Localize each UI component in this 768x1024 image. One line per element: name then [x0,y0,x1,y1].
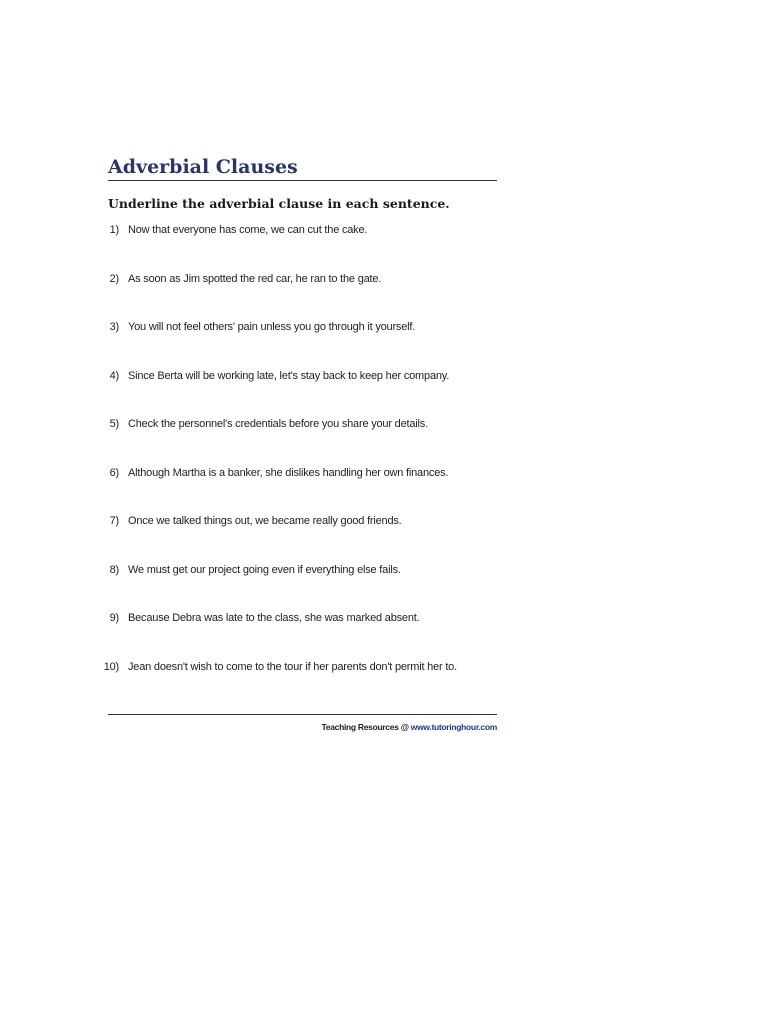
question-text: You will not feel others' pain unless you go through it yourself. [128,321,416,333]
question-number: 4) [109,369,119,382]
question-number: 8) [109,563,119,576]
worksheet-title: Adverbial Clauses [108,156,298,178]
footer-credit [108,722,497,732]
question-text: Once we talked things out, we became really good friends. [128,515,402,527]
question-number: 9) [109,612,119,624]
question-number: 3) [109,321,119,333]
question-item [108,515,497,564]
question-number: 2) [109,272,119,285]
question-item [103,660,497,710]
question-list [103,224,497,709]
worksheet [103,150,497,732]
instruction-text: Underline the adverbial clause in each sentence. [108,196,450,211]
question-item [108,370,497,419]
question-text: Because Debra was late to the class, she was marked absent. [128,612,420,624]
question-number: 6) [109,466,119,479]
question-text: We must get our project going even if everything else fails. [128,563,401,576]
question-text: Check the personnel's credentials before you share your details. [128,418,428,430]
question-item [108,564,497,613]
question-item [108,273,497,322]
question-text: Since Berta will be working late, let's stay back to keep her company. [128,369,450,382]
question-item [108,467,497,516]
title-divider [108,180,497,181]
question-number: 5) [109,418,119,430]
question-item [108,321,497,370]
footer-divider [108,714,497,715]
question-text: Jean doesn't wish to come to the tour if her parents don't permit her to. [128,660,457,673]
question-item [108,612,497,661]
question-item [108,418,497,467]
footer-link[interactable]: www.tutoringhour.com [410,722,497,732]
question-number: 7) [109,515,119,527]
question-number: 1) [109,224,119,236]
question-item [108,224,497,273]
question-text: As soon as Jim spotted the red car, he ran to the gate. [128,272,382,285]
question-text: Now that everyone has come, we can cut the cake. [128,224,368,236]
question-text: Although Martha is a banker, she dislikes handling her own finances. [128,466,449,479]
question-number: 10) [103,660,119,673]
footer-label: Teaching Resources @ [321,722,411,732]
